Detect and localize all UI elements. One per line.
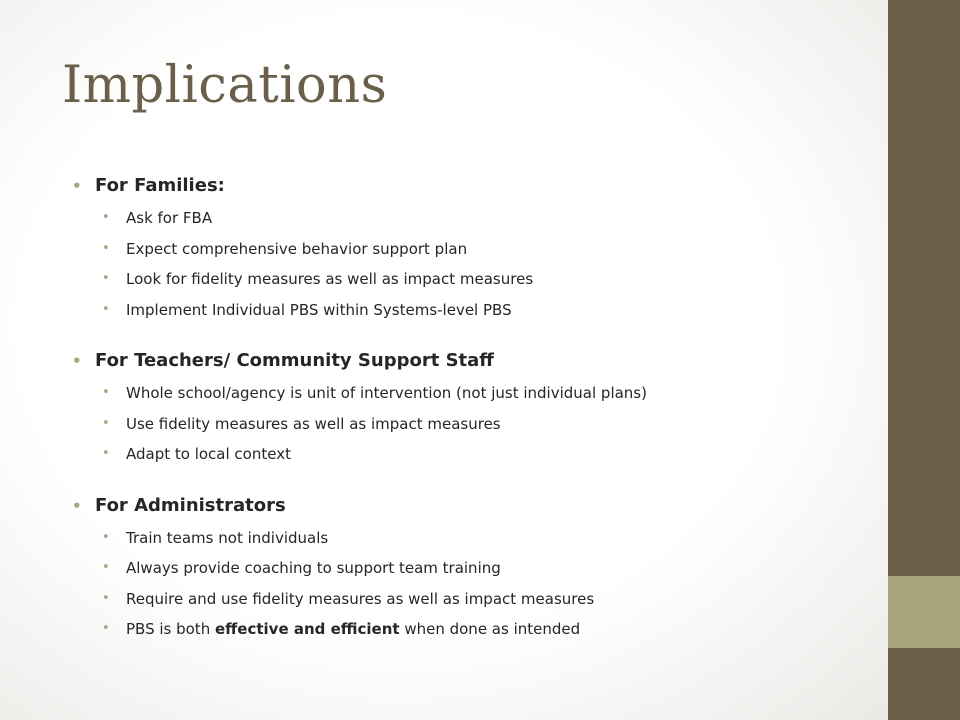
item-text: Look for fidelity measures as well as impact measures (126, 270, 534, 288)
side-band-bottom (888, 648, 960, 720)
section-heading (72, 172, 872, 200)
slide-title: Implications (62, 56, 388, 115)
item-text-after: when done as intended (399, 620, 581, 638)
section-families (72, 172, 872, 325)
list-item (102, 409, 872, 440)
slide-body (72, 172, 872, 667)
bullet-icon: • (102, 385, 110, 400)
side-band-middle (888, 576, 960, 648)
list-item (102, 264, 872, 295)
list-item (102, 614, 872, 645)
bullet-icon: • (72, 496, 82, 515)
bullet-icon: • (102, 560, 110, 575)
list-item (102, 584, 872, 615)
bullet-icon: • (102, 415, 110, 431)
section-heading (72, 347, 872, 375)
bullet-icon: • (102, 590, 110, 606)
item-text: Expect comprehensive behavior support plan (126, 239, 468, 258)
bullet-icon: • (102, 446, 110, 461)
item-text-emphasis: effective and efficient (214, 620, 400, 638)
list-item (102, 378, 872, 409)
bullet-icon: • (102, 621, 110, 636)
heading-text: For Teachers/ Community Support Staff (95, 350, 494, 371)
item-text: Use fidelity measures as well as impact measures (126, 414, 501, 433)
bullet-icon: • (102, 210, 110, 225)
item-text: Implement Individual PBS within Systems-level PBS (126, 300, 512, 319)
list-item (102, 203, 872, 234)
item-text: Ask for FBA (126, 209, 213, 227)
item-text: Whole school/agency is unit of intervention (not just individual plans) (126, 384, 647, 402)
section-administrators (72, 492, 872, 645)
item-text: Require and use fidelity measures as well as impact measures (126, 589, 595, 608)
list-item (102, 439, 872, 470)
bullet-icon: • (72, 352, 82, 370)
bullet-icon: • (72, 177, 82, 195)
item-text: Adapt to local context (126, 445, 291, 463)
bullet-icon: • (102, 240, 110, 256)
bullet-icon: • (102, 301, 110, 317)
list-item (102, 295, 872, 326)
list-item (102, 234, 872, 265)
heading-text: For Administrators (95, 494, 286, 516)
section-teachers (72, 347, 872, 470)
item-text: Always provide coaching to support team training (126, 559, 501, 577)
list-item (102, 523, 872, 554)
heading-text: For Families: (95, 175, 225, 196)
item-text: Train teams not individuals (126, 528, 329, 547)
list-item (102, 553, 872, 584)
item-text-before: PBS is both (126, 620, 215, 638)
side-band-top (888, 0, 960, 576)
section-heading (72, 492, 872, 520)
bullet-icon: • (102, 271, 110, 286)
bullet-icon: • (102, 529, 110, 545)
